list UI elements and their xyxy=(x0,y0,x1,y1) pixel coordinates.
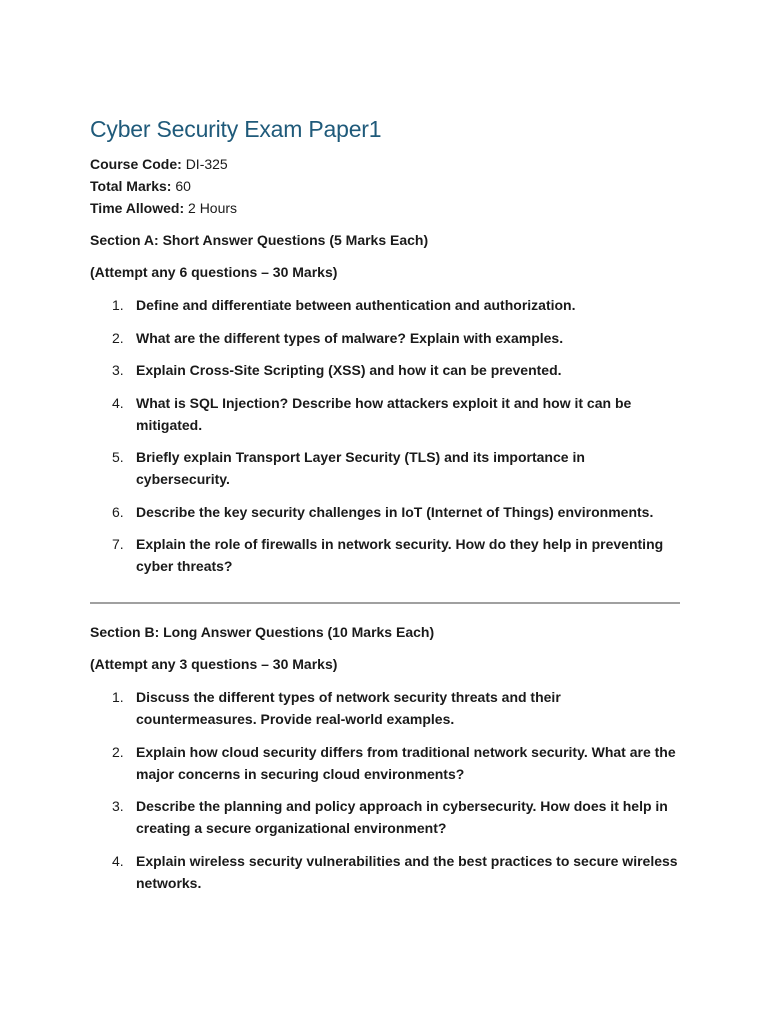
question-number: 2. xyxy=(112,743,124,760)
page-title: Cyber Security Exam Paper1 xyxy=(90,116,382,142)
question-number: 4. xyxy=(112,852,124,869)
question-item xyxy=(90,392,680,436)
question-text: What is SQL Injection? Describe how attackers exploit it and how it can be mitigated. xyxy=(136,394,632,433)
section-divider xyxy=(90,602,680,604)
question-text: Explain wireless security vulnerabilities and the best practices to secure wireless networks. xyxy=(136,852,678,891)
question-item xyxy=(90,795,680,839)
time-allowed-line xyxy=(90,197,680,219)
section-b-heading xyxy=(90,621,680,643)
question-text: What are the different types of malware? Explain with examples. xyxy=(136,329,564,346)
question-text: Discuss the different types of network security threats and their countermeasures. Provide real-world examples. xyxy=(136,689,561,727)
total-marks-value: 60 xyxy=(175,178,191,194)
question-item xyxy=(90,359,680,381)
question-text: Describe the planning and policy approach in cybersecurity. How does it help in creating a secure organizational environment? xyxy=(136,798,668,836)
total-marks-line xyxy=(90,175,680,197)
question-number: 6. xyxy=(112,503,124,520)
time-allowed-label: Time Allowed: xyxy=(90,200,185,216)
question-number: 5. xyxy=(112,449,124,465)
course-code-line xyxy=(90,153,680,175)
question-item xyxy=(90,533,680,577)
question-text: Describe the key security challenges in IoT (Internet of Things) environments. xyxy=(136,503,654,520)
question-number: 1. xyxy=(112,297,124,313)
course-code-value: DI-325 xyxy=(185,156,228,172)
question-number: 2. xyxy=(112,329,124,346)
total-marks-label: Total Marks: xyxy=(90,178,172,194)
question-item xyxy=(90,294,680,316)
question-text: Explain how cloud security differs from traditional network security. What are the major concerns in securing cloud environments? xyxy=(136,743,676,782)
course-code-label: Course Code: xyxy=(90,156,182,172)
question-item xyxy=(90,327,680,349)
section-b-title: Section B: Long Answer Questions (10 Marks Each) xyxy=(90,624,435,640)
question-number: 3. xyxy=(112,798,124,814)
time-allowed-value: 2 Hours xyxy=(188,200,238,216)
question-number: 7. xyxy=(112,536,124,552)
question-text: Briefly explain Transport Layer Security (TLS) and its importance in cybersecurity. xyxy=(136,449,585,487)
question-number: 4. xyxy=(112,394,124,411)
question-item xyxy=(90,501,680,523)
section-a-title: Section A: Short Answer Questions (5 Marks Each) xyxy=(90,232,429,248)
question-item xyxy=(90,741,680,785)
question-text: Define and differentiate between authentication and authorization. xyxy=(136,297,576,313)
question-text: Explain Cross-Site Scripting (XSS) and how it can be prevented. xyxy=(136,362,562,378)
question-item xyxy=(90,446,680,490)
question-text: Explain the role of firewalls in network security. How do they help in preventing cyber threats? xyxy=(136,536,664,574)
section-a-heading xyxy=(90,229,680,251)
exam-paper xyxy=(90,116,680,904)
question-item xyxy=(90,686,680,730)
question-number: 1. xyxy=(112,689,124,705)
question-item xyxy=(90,850,680,894)
section-b-attempt: (Attempt any 3 questions – 30 Marks) xyxy=(90,656,338,672)
section-a-attempt: (Attempt any 6 questions – 30 Marks) xyxy=(90,264,338,280)
question-number: 3. xyxy=(112,362,124,378)
section-a-questions xyxy=(90,294,680,577)
section-b-questions xyxy=(90,686,680,894)
